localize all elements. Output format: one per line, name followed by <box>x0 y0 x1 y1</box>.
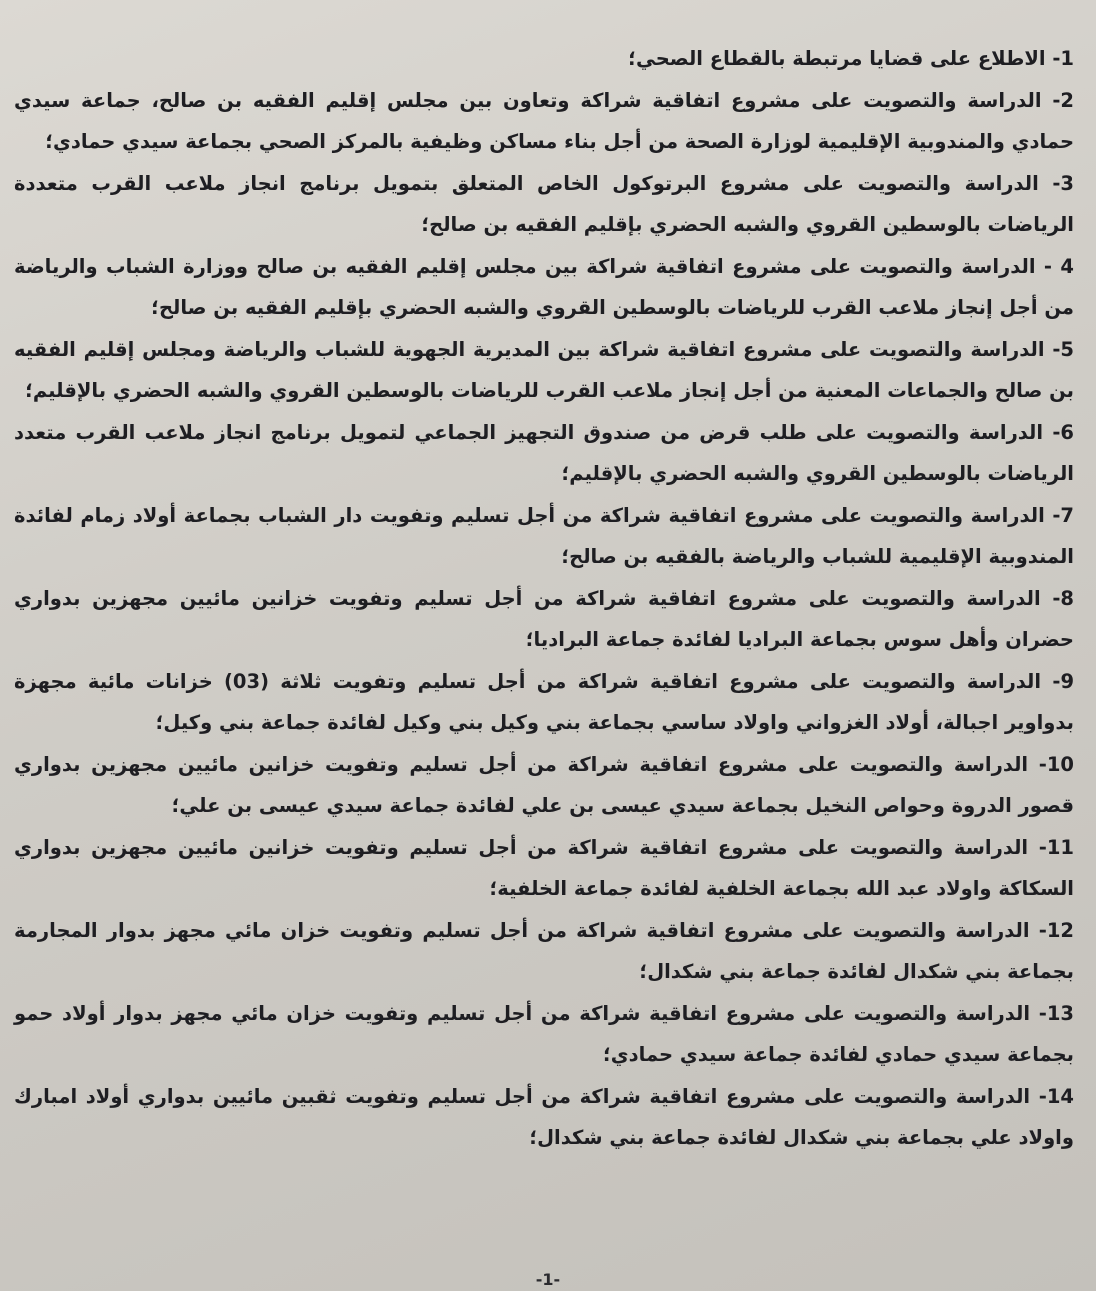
page-number: -1- <box>535 1270 561 1289</box>
agenda-item-text: الدراسة والتصويت على مشروع اتفاقية شراكة من أجل تسليم وتفويت ثقبين مائيين بدواري أولاد امبارك واولاد علي بجماعة بني شكدال لفائدة جماعة بني شكدال؛ <box>14 1084 1074 1149</box>
agenda-item <box>14 38 1074 80</box>
agenda-item-number: 1- <box>1052 47 1074 70</box>
agenda-list <box>14 38 1074 1159</box>
agenda-item-number: 2- <box>1052 88 1074 112</box>
agenda-item-text: الدراسة والتصويت على مشروع اتفاقية شراكة بين مجلس إقليم الفقيه بن صالح ووزارة الشباب والرياضة من أجل إنجاز ملاعب القرب للرياضات بالوسطين القروي والشبه الحضري بإقليم الفقيه بن صالح؛ <box>14 254 1074 319</box>
agenda-item <box>14 910 1074 993</box>
agenda-item <box>14 827 1074 910</box>
agenda-item <box>14 163 1074 246</box>
agenda-item-text: الدراسة والتصويت على مشروع اتفاقية شراكة من أجل تسليم وتفويت خزان مائي مجهز بدوار المجارمة بجماعة بني شكدال لفائدة جماعة بني شكدال؛ <box>14 918 1074 983</box>
agenda-item <box>14 246 1074 329</box>
agenda-item <box>14 744 1074 827</box>
agenda-item <box>14 993 1074 1076</box>
agenda-item-number: 13- <box>1038 1001 1074 1025</box>
agenda-item <box>14 412 1074 495</box>
agenda-item-number: 5- <box>1052 337 1074 361</box>
agenda-item-number: 9- <box>1052 669 1075 693</box>
agenda-item-number: 3- <box>1052 171 1074 195</box>
agenda-item-text: الدراسة والتصويت على مشروع اتفاقية شراكة من أجل تسليم وتفويت خزانين مائيين مجهزين بدواري السكاكة واولاد عبد الله بجماعة الخلفية لفائدة جماعة الخلفية؛ <box>14 835 1074 900</box>
agenda-item-text: الدراسة والتصويت على مشروع اتفاقية شراكة من أجل تسليم وتفويت دار الشباب بجماعة أولاد زمام لفائدة المندوبية الإقليمية للشباب والرياضة بالفقيه بن صالح؛ <box>14 503 1074 568</box>
agenda-item-text: الدراسة والتصويت على مشروع اتفاقية شراكة وتعاون بين مجلس إقليم الفقيه بن صالح، جماعة سيدي حمادي والمندوبية الإقليمية لوزارة الصحة من أجل بناء مساكن وظيفية بالمركز الصحي بجماعة سيدي حمادي؛ <box>14 88 1074 153</box>
agenda-item <box>14 661 1074 744</box>
agenda-item-number: 11- <box>1038 835 1074 859</box>
agenda-item-number: 4 - <box>1043 254 1074 278</box>
agenda-item <box>14 80 1074 163</box>
agenda-item-number: 10- <box>1038 752 1074 776</box>
agenda-item <box>14 578 1074 661</box>
agenda-item-number: 7- <box>1052 503 1074 527</box>
agenda-item-text: الدراسة والتصويت على مشروع اتفاقية شراكة من أجل تسليم وتفويت ثلاثة (03) خزانات مائية مجهزة بدواوير اجبالة، أولاد الغزواني واولاد ساسي بجماعة بني وكيل بني وكيل لفائدة جماعة بني وكيل؛ <box>14 669 1074 734</box>
agenda-item-text: الدراسة والتصويت على مشروع البرتوكول الخاص المتعلق بتمويل برنامج انجاز ملاعب القرب متعددة الرياضات بالوسطين القروي والشبه الحضري بإقليم الفقيه بن صالح؛ <box>14 171 1074 236</box>
agenda-item-text: الاطلاع على قضايا مرتبطة بالقطاع الصحي؛ <box>628 47 1046 70</box>
agenda-item-number: 8- <box>1052 586 1074 610</box>
agenda-item-number: 14- <box>1038 1084 1074 1108</box>
agenda-item-text: الدراسة والتصويت على مشروع اتفاقية شراكة بين المديرية الجهوية للشباب والرياضة ومجلس إقليم الفقيه بن صالح والجماعات المعنية من أجل إنجاز ملاعب القرب للرياضات بالوسطين القروي والشبه الحضري بالإقليم؛ <box>14 337 1074 402</box>
agenda-item-text: الدراسة والتصويت على مشروع اتفاقية شراكة من أجل تسليم وتفويت خزانين مائيين مجهزين بدواري حضران وأهل سوس بجماعة البراديا لفائدة جماعة البراديا؛ <box>14 586 1074 651</box>
agenda-item <box>14 495 1074 578</box>
agenda-item-number: 12- <box>1038 918 1074 942</box>
agenda-item-text: الدراسة والتصويت على مشروع اتفاقية شراكة من أجل تسليم وتفويت خزان مائي مجهز بدوار أولاد حمو بجماعة سيدي حمادي لفائدة جماعة سيدي حمادي؛ <box>14 1001 1074 1066</box>
agenda-item-text: الدراسة والتصويت على مشروع اتفاقية شراكة من أجل تسليم وتفويت خزانين مائيين مجهزين بدواري قصور الدروة وحواص النخيل بجماعة سيدي عيسى بن علي لفائدة جماعة سيدي عيسى بن علي؛ <box>14 752 1074 817</box>
agenda-item <box>14 329 1074 412</box>
agenda-item-text: الدراسة والتصويت على طلب قرض من صندوق التجهيز الجماعي لتمويل برنامج انجاز ملاعب القرب متعدد الرياضات بالوسطين القروي والشبه الحضري بالإقليم؛ <box>14 420 1074 485</box>
agenda-item-number: 6- <box>1052 420 1074 444</box>
agenda-item <box>14 1076 1074 1159</box>
